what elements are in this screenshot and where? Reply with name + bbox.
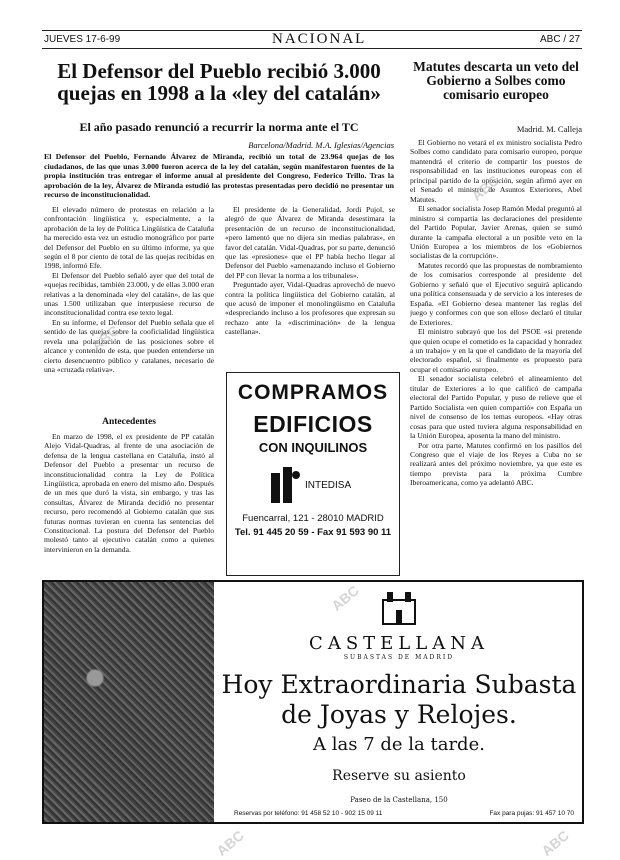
ad-compramos-line1: COMPRAMOS <box>237 381 389 404</box>
abc-watermark: ABC <box>88 322 122 354</box>
intedisa-brand: INTEDISA <box>305 479 352 491</box>
paragraph: Matutes recordó que las propuestas de nombramiento de los comisarios corresponde al presidente del Gobierno y señaló que el Ejecutivo seguirá aplicando una política consensuada y de servicio a los intereses de España. «El Gobierno desea mantener las reglas del juego y conformes con que son ellos» declaró el titular de Exteriores. <box>410 260 582 327</box>
paragraph: El senador socialista celebró el alineamiento del titular de Exteriores a lo que calificó de campaña electoral del Partido Popular, y puso de relieve que el Partido Socialista «en quien compartió» con España un nivel de consenso de los temas europeos. «Hay otras cosas para que usted tuviera alguna responsabilidad en la Unión Europea, aposenta la mano del ministro. <box>410 374 582 441</box>
antecedentes-title: Antecedentes <box>102 417 156 427</box>
ad-photo <box>44 582 214 822</box>
ad-compramos-address: Fuencarral, 121 - 28010 MADRID <box>242 513 384 524</box>
paragraph: El senador socialista Josep Ramón Medal preguntó al ministro si compartía las declaraciones del presidente del Partido Popular, Javier Arenas, quien se sumó durante la campaña electoral a un posible veto en la Unión Europea a los miembros de los «Gobiernos socialistas de la corrupción». <box>410 204 582 261</box>
main-col2 <box>225 205 395 337</box>
header-bottom-rule <box>42 48 582 49</box>
ad-line1: Hoy Extraordinaria Subasta <box>221 670 577 699</box>
paragraph: El Defensor del Pueblo señaló ayer que del total de «quejas recibidas, también 23.000, y de ellas 3.000 eran relativas a la denominada «ley del catalán», de las que unas 1.500 utilizaban que interpusiese recurso de inconstitucionalidad contra ese texto legal. <box>44 270 214 318</box>
intedisa-logo <box>267 465 399 505</box>
main-col1 <box>44 205 214 374</box>
castle-icon <box>379 590 419 626</box>
paragraph: El presidente de la Generalidad, Jordi Pujol, se alegró de que Álvarez de Miranda desestimara la presentación de un recurso de inconstitucionalidad, «pero lamentó que no dijera sin medias palabras», en favor del catalán. Vidal-Quadras, por su parte, denunció que las «presiones» que el PP había hecho llegar al Defensor del Pueblo «amenazando incluso el Gobierno del PP con llevar la norma a los tribunales». <box>225 205 395 280</box>
ad-address: Paseo de la Castellana, 150 <box>350 796 448 804</box>
ad-castellana <box>42 580 584 824</box>
abc-watermark: ABC <box>328 582 362 614</box>
ad-phone-left: Reservas por teléfono: 91 458 52 10 - 902 15 09 11 <box>234 810 383 817</box>
page-number: ABC / 27 <box>540 34 581 45</box>
castellana-brand: CASTELLANA <box>309 633 489 654</box>
paragraph: El elevado número de protestas en relación a la confrontación lingüística y, especialmente, a la aprobación de la ley de Política Lingüística de Cataluña ha merecido esta vez un estudio monográfico por parte del Defensor del Pueblo en su último informe, ya que según el 8 por ciento de total de las quejas recibidas en 1998, informó Efe. <box>44 205 214 271</box>
paragraph: En marzo de 1998, el ex presidente de PP catalán Alejo Vidal-Quadras, al frente de una asociación de defensa de la lengua castellana en Cataluña, instó al Defensor del Pueblo a presentar un recurso de inconstitucionalidad contra la Ley de Política Lingüística, aprobada en enero del mismo año. Después de un mes que duró la vista, sin embargo, y tras las consultas, Álvarez de Miranda decidió no presentar recurso, pero recomendó al Gobierno catalán que sus futuras normas tuvieran en cuenta las sentencias del Constitucional. La postura del Defensor del Pueblo molestó tanto al ejecutivo catalán como a quienes intervinieron en la demanda. <box>44 432 214 554</box>
main-col1b <box>44 432 214 554</box>
side-headline: Matutes descarta un veto del Gobierno a Solbes como comisario europeo <box>413 59 579 103</box>
paragraph: El ministro subrayó que los del PSOE «si pretende que quien ocupe el cometido es la capacidad y honradez a un trabajo» y en la que el candidato de la mayoría del electorado español, si finalmente es propuesto para ocupar el comisario europeo. <box>410 327 582 374</box>
paragraph: En su informe, el Defensor del Pueblo señala que el sentido de las quejas sobre la cooficialidad lingüística revela una polarización de las posiciones sobre el alcance y contenido de esta, que pueden entenderse un cierto desencuentro público y catalanes, necesario de una «cruzada relativa». <box>44 317 214 374</box>
paragraph: Preguntado ayer, Vidal-Quadras aprovechó de nuevo contra la política lingüística del Gobierno catalán, al que acusó de imponer el monolingüismo en Cataluña «despreciando incluso a los profesores que expresan su rechazo ante la «discriminación» de la lengua castellana». <box>225 280 395 337</box>
ad-phones <box>234 810 574 817</box>
section-title: NACIONAL <box>272 31 367 47</box>
ad-line4: Reserve su asiento <box>332 768 466 784</box>
main-headline: El Defensor del Pueblo recibió 3.000 quejas en 1998 a la «ley del catalán» <box>57 59 381 106</box>
ad-phone-right: Fax para pujas: 91 457 10 70 <box>489 810 574 817</box>
side-byline: Madrid. M. Calleja <box>516 124 582 134</box>
abc-watermark: ABC <box>213 827 247 859</box>
abc-watermark: ABC <box>468 172 502 204</box>
ad-compramos-line3: CON INQUILINOS <box>258 440 368 455</box>
ad-line3: A las 7 de la tarde. <box>313 734 485 755</box>
ad-compramos-phones: Tel. 91 445 20 59 - Fax 91 593 90 11 <box>234 527 392 538</box>
side-body <box>410 138 582 488</box>
main-lead: El Defensor del Pueblo, Fernando Álvarez de Miranda, recibió un total de 23.964 quejas de los ciudadanos, de las que unas 3.000 fueron acerca de la ley del catalán, según manifestaron fuentes de la propia institución tras entregar el informe anual al presidente del Congreso, Federico Trillo. Tras la aprobación de la ley, Álvarez de Miranda estudió las protestas presentadas pero decidió no presentar un recurso de inconstitucionalidad. <box>44 152 394 200</box>
ad-compramos <box>226 372 400 576</box>
castellana-sub: SUBASTAS DE MADRID <box>343 654 455 661</box>
main-byline: Barcelona/Madrid. M.A. Iglesias/Agencias <box>248 140 394 150</box>
ad-line2: de Joyas y Relojes. <box>281 700 517 729</box>
main-subheadline: El año pasado renunció a recurrir la norma ante el TC <box>79 120 359 134</box>
ad-compramos-line2: EDIFICIOS <box>253 411 373 437</box>
paragraph: El Gobierno no vetará el ex ministro socialista Pedro Solbes como candidato para comisario europeo, porque mantendrá el criterio de compartir los puestos de responsabilidad en las instituciones europeas con el principal partido de la oposición, según afirmó ayer en el Senado el ministro de Asuntos Exteriores, Abel Matutes. <box>410 138 582 204</box>
castellana-logo <box>224 590 574 661</box>
intedisa-logo-icon <box>267 465 301 505</box>
paragraph: Por otra parte, Matutes confirmó en los pasillos del Congreso que el viaje de los Reyes a Cuba no se realizará antes del próximo noviembre, ya que este es tiempo prevista para la próxima Cumbre Iberoamericana, como ya adelantó ABC. <box>410 440 582 488</box>
abc-watermark: ABC <box>538 827 572 859</box>
header-date: JUEVES 17-6-99 <box>44 34 121 45</box>
